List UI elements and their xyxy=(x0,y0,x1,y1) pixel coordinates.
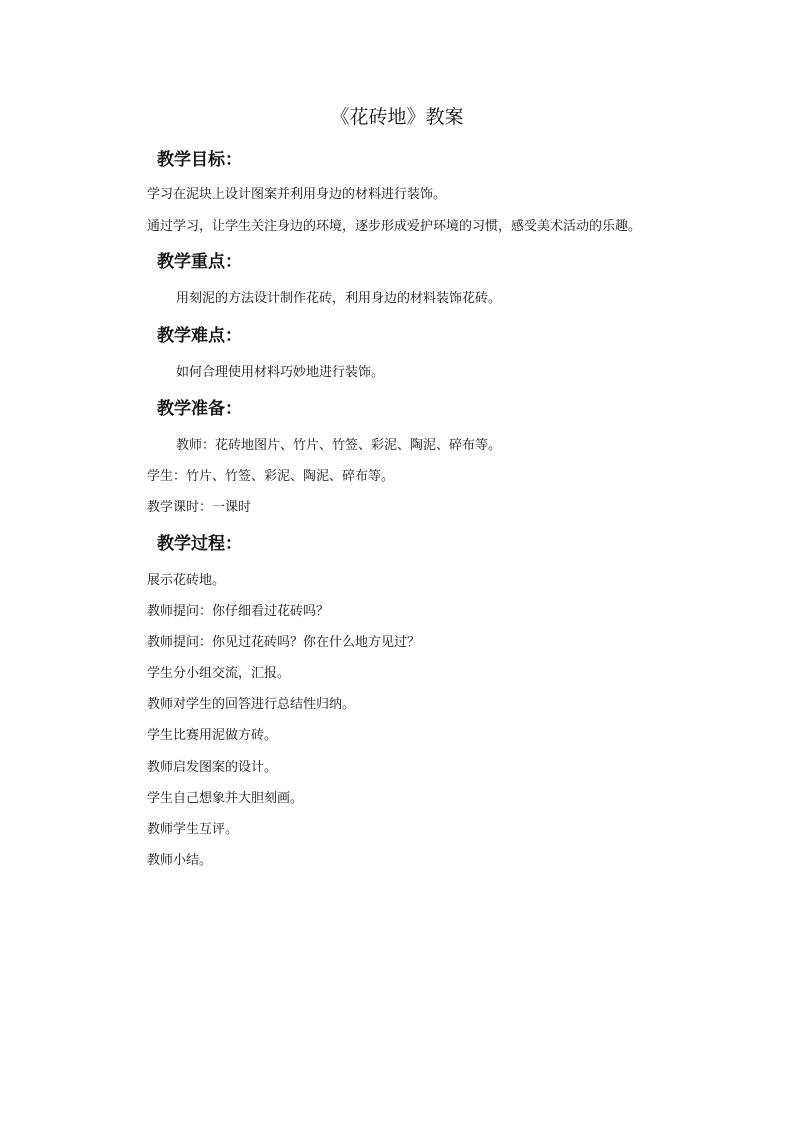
section-heading-objectives: 教学目标： xyxy=(157,150,242,170)
objectives-line-1: 学习在泥块上设计图案并利用身边的材料进行装饰。 xyxy=(147,187,447,202)
process-line-1: 展示花砖地。 xyxy=(147,573,226,588)
section-heading-preparation: 教学准备： xyxy=(157,399,242,419)
process-line-3: 教师提问：你见过花砖吗？你在什么地方见过？ xyxy=(147,635,421,650)
process-line-2: 教师提问：你仔细看过花砖吗？ xyxy=(147,604,330,619)
objectives-line-2: 通过学习，让学生关注身边的环境，逐步形成爱护环境的习惯，感受美术活动的乐趣。 xyxy=(147,219,642,234)
process-line-9: 教师学生互评。 xyxy=(147,822,239,837)
process-line-10: 教师小结。 xyxy=(147,853,213,868)
section-heading-process: 教学过程： xyxy=(157,534,242,554)
preparation-line-teacher: 教师：花砖地图片、竹片、竹签、彩泥、陶泥、碎布等。 xyxy=(176,438,502,453)
process-line-5: 教师对学生的回答进行总结性归纳。 xyxy=(147,697,356,712)
document-title: 《花砖地》教案 xyxy=(330,106,464,128)
process-line-8: 学生自己想象并大胆刻画。 xyxy=(147,791,304,806)
process-line-7: 教师启发图案的设计。 xyxy=(147,760,278,775)
preparation-line-student: 学生：竹片、竹签、彩泥、陶泥、碎布等。 xyxy=(147,469,395,484)
key-points-line-1: 用刻泥的方法设计制作花砖，利用身边的材料装饰花砖。 xyxy=(176,291,502,306)
difficulties-line-1: 如何合理使用材料巧妙地进行装饰。 xyxy=(176,365,385,380)
preparation-line-hours: 教学课时：一课时 xyxy=(147,500,252,515)
process-line-4: 学生分小组交流，汇报。 xyxy=(147,666,291,681)
section-heading-key-points: 教学重点： xyxy=(157,252,242,272)
section-heading-difficulties: 教学难点： xyxy=(157,326,242,346)
process-line-6: 学生比赛用泥做方砖。 xyxy=(147,728,278,743)
